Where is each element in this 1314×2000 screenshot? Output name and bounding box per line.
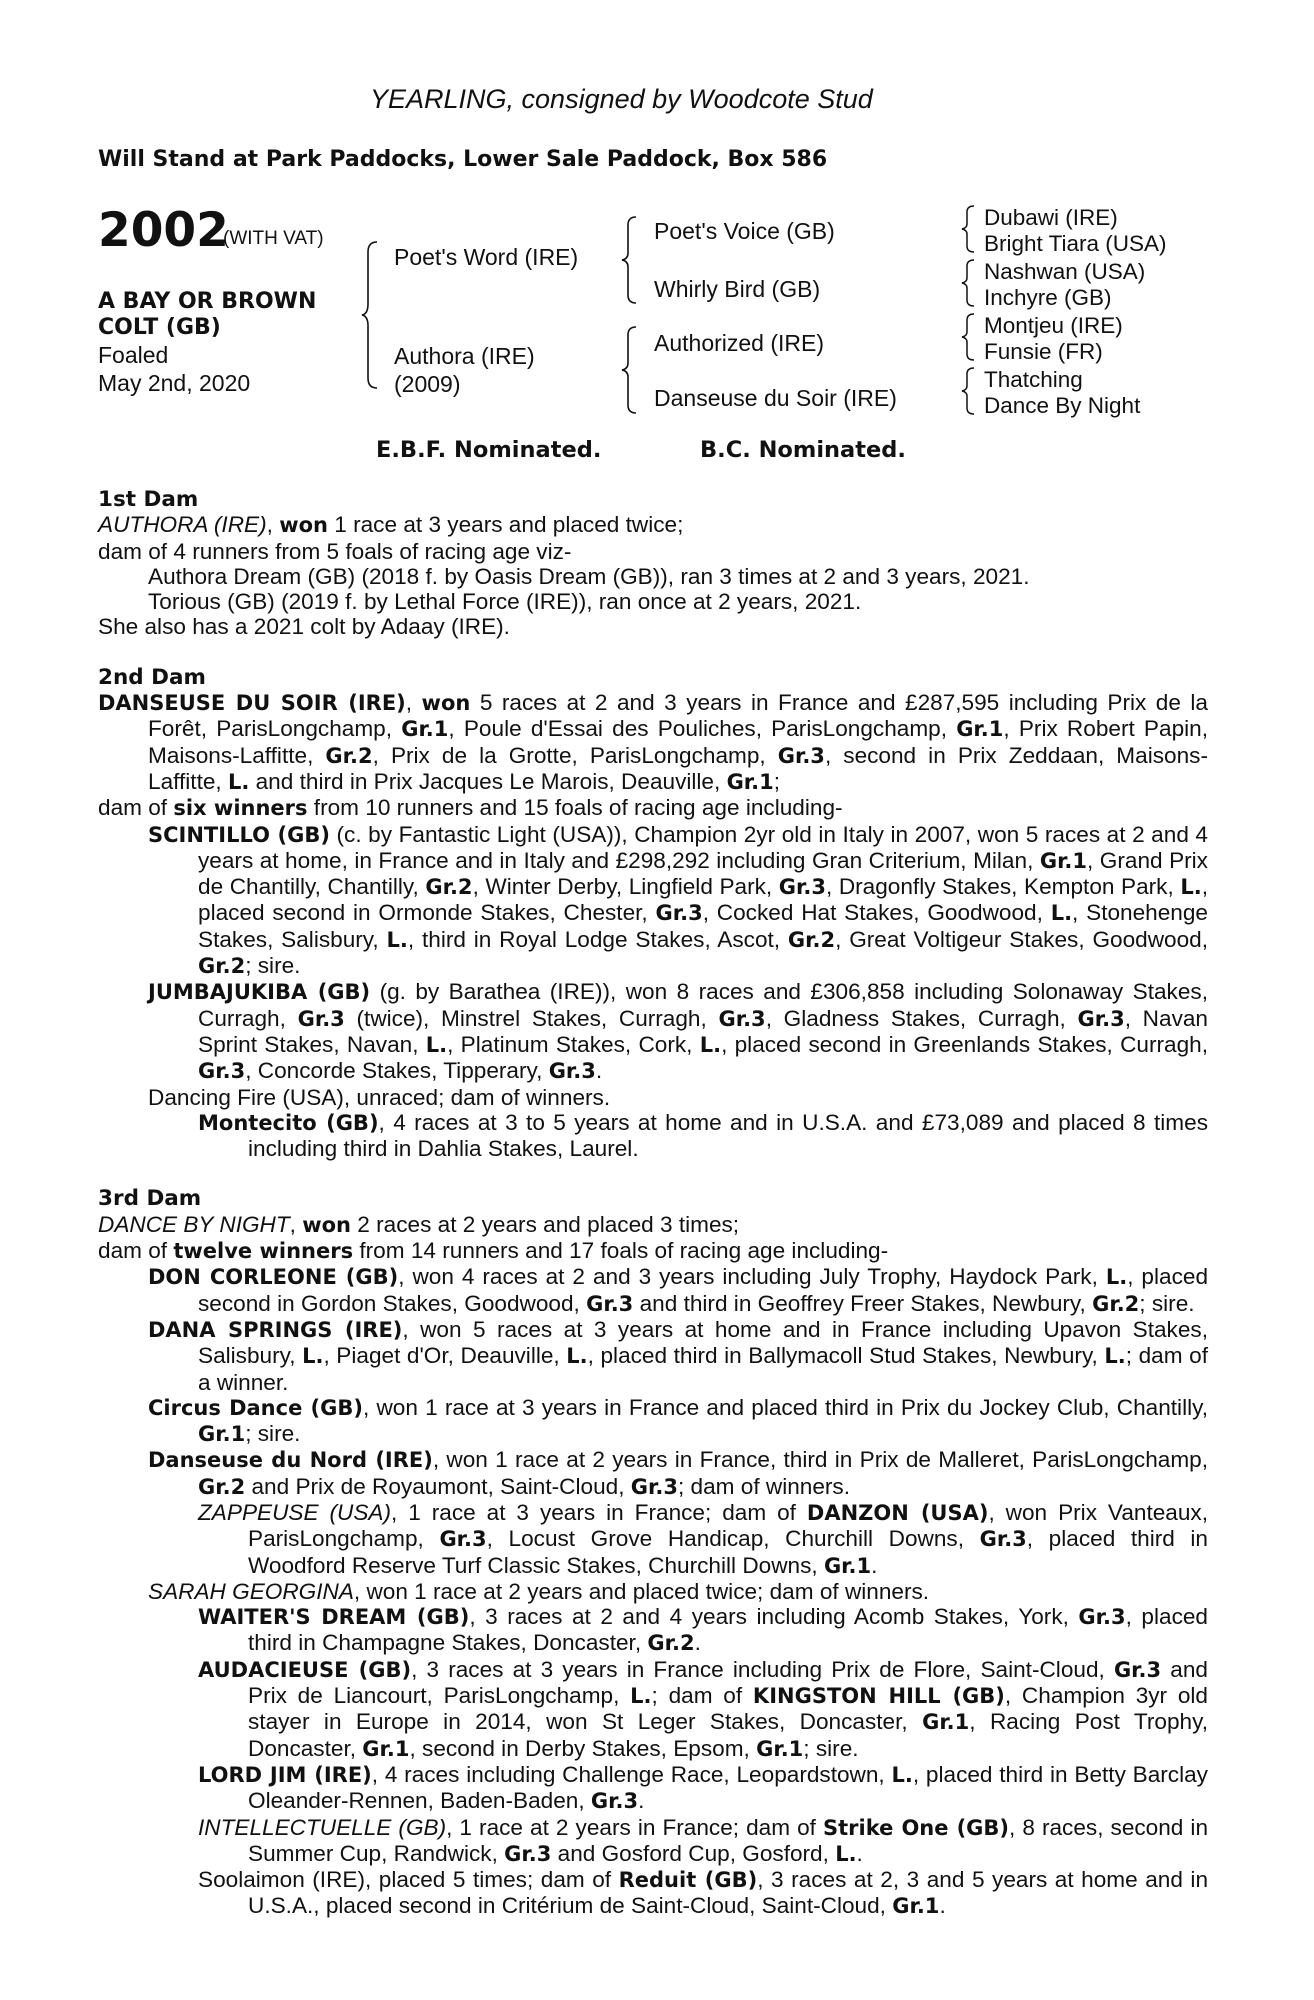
pedigree-g5: Montjeu (IRE) [984,313,1123,338]
danseuse-du-nord-record: Danseuse du Nord (IRE), won 1 race at 2 years in France, third in Prix de Malleret, ParisLongchamp, Gr.2 and Prix de Royaumont, Saint-Cloud, Gr.3; dam of winners. [148,1447,1208,1499]
ebf-nomination: E.B.F. Nominated. [376,437,602,463]
pedigree-brace-sire [620,215,638,305]
pedigree-dam: Authora (IRE) [394,343,535,369]
dam1-summary: 1 race at 3 years and placed twice; [327,512,684,538]
don-corleone-record: DON CORLEONE (GB), won 4 races at 2 and 3 years including July Trophy, Haydock Park, L., placed second in Gordon Stakes, Goodwood, Gr.3 and third in Geoffrey Freer Stakes, Newbury, Gr.2; sire. [148,1264,1209,1316]
intellectuelle-record: INTELLECTUELLE (GB), 1 race at 2 years in France; dam of Strike One (GB), 8 races, second in Summer Cup, Randwick, Gr.3 and Gosford Cup, Gosford, L.. [198,1814,1209,1866]
dam3-heading: 3rd Dam [98,1186,202,1212]
dam2-heading: 2nd Dam [98,664,206,690]
pedigree-sire-sire: Poet's Voice (GB) [654,218,835,244]
consignment-title: YEARLING, consigned by Woodcote Stud [370,84,873,114]
dam3-produce: dam of twelve winners from 14 runners and 17 foals of racing age including- [98,1238,889,1264]
dam1-foal2: Torious (GB) (2019 f. by Lethal Force (IRE)), ran once at 2 years, 2021. [148,589,862,615]
pedigree-brace-g3 [960,312,976,362]
foaled-date: May 2nd, 2020 [98,370,251,396]
pedigree-brace-g4 [960,366,976,416]
dam1-won: won [279,513,328,538]
scintillo-record: SCINTILLO (GB) (c. by Fantastic Light (USA)), Champion 2yr old in Italy in 2007, won 5 races at 2 and 4 years at home, in France and in Italy and £298,292 including Gran Criterium, Milan, Gr.1, Grand Prix de Chantilly, Chantilly, Gr.2, Winter Derby, Lingfield Park, Gr.3, Dragonfly Stakes, Kempton Park, L., placed second in Ormonde Stakes, Chester, Gr.3, Cocked Hat Stakes, Goodwood, L., Stonehenge Stakes, Salisbury, L., third in Royal Lodge Stakes, Ascot, Gr.2, Great Voltigeur Stakes, Goodwood, Gr.2; sire. [148,821,1209,979]
pedigree-g2: Bright Tiara (USA) [984,231,1167,256]
dam3-won: won [302,1212,352,1237]
lord-jim-record: LORD JIM (IRE), 4 races including Challenge Race, Leopardstown, L., placed third in Betty Barclay Oleander-Rennen, Baden-Baden, Gr.3. [198,1761,1208,1814]
stand-location: Will Stand at Park Paddocks, Lower Sale Paddock, Box 586 [98,147,828,172]
pedigree-brace-g1 [960,204,976,254]
pedigree-brace-g2 [960,258,976,308]
dam1-foal1: Authora Dream (GB) (2018 f. by Oasis Dream (GB)), ran 3 times at 2 and 3 years, 2021. [148,563,1030,589]
colt-description-line2: COLT (GB) [98,315,221,340]
jumbajukiba-record: JUMBAJUKIBA (GB) (g. by Barathea (IRE)), won 8 races and £306,858 including Solonaway Stakes, Curragh, Gr.3 (twice), Minstrel Stakes, Curragh, Gr.3, Gladness Stakes, Curragh, Gr.3, Navan Sprint Stakes, Navan, L., Platinum Stakes, Cork, L., placed second in Greenlands Stakes, Curragh, Gr.3, Concorde Stakes, Tipperary, Gr.3. [148,979,1209,1084]
audacieuse-record: AUDACIEUSE (GB), 3 races at 3 years in France including Prix de Flore, Saint-Cloud, Gr.3 and Prix de Liancourt, ParisLongchamp, L.; dam of KINGSTON HILL (GB), Champion 3yr old stayer in Europe in 2014, won St Leger Stakes, Doncaster, Gr.1, Racing Post Trophy, Doncaster, Gr.1, second in Derby Stakes, Epsom, Gr.1; sire. [198,1656,1208,1761]
pedigree-sire-dam: Whirly Bird (GB) [654,276,821,302]
pedigree-dam-dam: Danseuse du Soir (IRE) [654,385,897,411]
pedigree-sire: Poet's Word (IRE) [394,244,579,270]
dancing-fire-record: Dancing Fire (USA), unraced; dam of winners. [148,1084,611,1110]
dam1-produce: dam of 4 runners from 5 foals of racing age viz- [98,538,572,564]
waiters-dream-record: WAITER'S DREAM (GB), 3 races at 2 and 4 years including Acomb Stakes, York, Gr.3, placed third in Champagne Stakes, Doncaster, Gr.2. [198,1604,1208,1656]
pedigree-brace-dam [620,325,638,415]
bc-nomination: B.C. Nominated. [700,437,906,463]
colt-description-line1: A BAY OR BROWN [98,289,317,314]
dam3-summary: 2 races at 2 years and placed 3 times; [351,1211,740,1237]
montecito-record: Montecito (GB), 4 races at 3 to 5 years at home and in U.S.A. and £73,089 and placed 8 times including third in Dahlia Stakes, Laurel. [198,1109,1208,1162]
dam1-also: She also has a 2021 colt by Adaay (IRE). [98,614,510,640]
pedigree-brace-main [360,240,380,390]
pedigree-g1: Dubawi (IRE) [984,205,1118,230]
soolaimon-record: Soolaimon (IRE), placed 5 times; dam of Reduit (GB), 3 races at 2, 3 and 5 years at home and in U.S.A., placed second in Critérium de Saint-Cloud, Saint-Cloud, Gr.1. [198,1867,1209,1919]
circus-dance-record: Circus Dance (GB), won 1 race at 3 years in France and placed third in Prix du Jockey Club, Chantilly, Gr.1; sire. [148,1394,1209,1447]
zappeuse-record: ZAPPEUSE (USA), 1 race at 3 years in France; dam of DANZON (USA), won Prix Vanteaux, ParisLongchamp, Gr.3, Locust Grove Handicap, Churchill Downs, Gr.3, placed third in Woodford Reserve Turf Classic Stakes, Churchill Downs, Gr.1. [198,1499,1209,1578]
dam1-name: AUTHORA (IRE) [98,512,267,538]
pedigree-g7: Thatching [984,367,1083,392]
vat-note: (WITH VAT) [223,228,324,249]
dam3-name: DANCE BY NIGHT [98,1211,290,1237]
pedigree-dam-year: (2009) [394,371,461,397]
dam2-record: DANSEUSE DU SOIR (IRE), won 5 races at 2 and 3 years in France and £287,595 including Prix de la Forêt, ParisLongchamp, Gr.1, Poule d'Essai des Pouliches, ParisLongchamp, Gr.1, Prix Robert Papin, Maisons-Laffitte, Gr.2, Prix de la Grotte, ParisLongchamp, Gr.3, second in Prix Zeddaan, Maisons-Laffitte, L. and third in Prix Jacques Le Marois, Deauville, Gr.1; [98,690,1208,794]
dam1-heading: 1st Dam [98,487,199,512]
catalogue-body: 1st Dam AUTHORA (IRE), won 1 race at 3 years and placed twice; dam of 4 runners from 5 foals of racing age viz- Authora Dream (GB) (2018 f. by Oasis Dream (GB)), ran 3 times at 2 and 3 years, 2021. Torious (GB) (2019 f. by Lethal Force (IRE)), ran once at 2 years, 2021. She also has a 2021 colt by Adaay (IRE). 2nd Dam DANSEUSE DU SOIR (IRE), won 5 races at 2 and 3 years in France and £287,595 including Prix de la Forêt, ParisLongchamp, Gr.1, Poule d'Essai des Pouliches, ParisLongchamp, Gr.1, Prix Robert Papin, Maisons-Laffitte, Gr.2, Prix de la Grotte, ParisLongchamp, Gr.3, second in Prix Zeddaan, Maisons-Laffitte, L. and third in Prix Jacques Le Marois, Deauville, Gr.1; dam of six winners from 10 runners and 15 foals of racing age including- SCINTILLO (GB) (c. by Fantastic Light (USA)), Champion 2yr old in Italy in 2007, won 5 races at 2 and 4 years at home, in France and in Italy and £298,292 including Gran Criterium, Milan, Gr.1, Grand Prix de Chantilly, Chantilly, Gr.2, Winter Derby, Lingfield Park, Gr.3, Dragonfly Stakes, Kempton Park, L., placed second in Ormonde Stakes, Chester, Gr.3, Cocked Hat Stakes, Goodwood, L., Stonehenge Stakes, Salisbury, L., third in Royal Lodge Stakes, Ascot, Gr.2, Great Voltigeur Stakes, Goodwood, Gr.2; sire. JUMBAJUKIBA (GB) (g. by Barathea (IRE)), won 8 races and £306,858 including Solonaway Stakes, Curragh, Gr.3 (twice), Minstrel Stakes, Curragh, Gr.3, Gladness Stakes, Curragh, Gr.3, Navan Sprint Stakes, Navan, L., Platinum Stakes, Cork, L., placed second in Greenlands Stakes, Curragh, Gr.3, Concorde Stakes, Tipperary, Gr.3. Dancing Fire (USA), unraced; dam of winners. Montecito (GB), 4 races at 3 to 5 years at home and in U.S.A. and £73,089 and placed 8 times including third in Dahlia Stakes, Laurel. 3rd Dam DANCE BY NIGHT, won 2 races at 2 years and placed 3 times; dam of twelve winners from 14 runners and 17 foals of racing age including- DON CORLEONE (GB), won 4 races at 2 and 3 years including July Trophy, Haydock Park, L., placed second in Gordon Stakes, Goodwood, Gr.3 and third in Geoffrey Freer Stakes, Newbury, Gr.2; sire. DANA SPRINGS (IRE), won 5 races at 3 years at home and in France including Upavon Stakes, Salisbury, L., Piaget d'Or, Deauville, L., placed third in Ballymacoll Stud Stakes, Newbury, L.; dam of a winner. Circus Dance (GB), won 1 race at 3 years in France and placed third in Prix du Jockey Club, Chantilly, Gr.1; sire. Danseuse du Nord (IRE), won 1 race at 2 years in France, third in Prix de Malleret, ParisLongchamp, Gr.2 and Prix de Royaumont, Saint-Cloud, Gr.3; dam of winners. ZAPPEUSE (USA), 1 race at 3 years in France; dam of DANZON (USA), won Prix Vanteaux, ParisLongchamp, Gr.3, Locust Grove Handicap, Churchill Downs, Gr.3, placed third in Woodford Reserve Turf Classic Stakes, Churchill Downs, Gr.1. SARAH GEORGINA, won 1 race at 2 years and placed twice; dam of winners. WAITER'S DREAM (GB), 3 races at 2 and 4 years including Acomb Stakes, York, Gr.3, placed third in Champagne Stakes, Doncaster, Gr.2. AUDACIEUSE (GB), 3 races at 3 years in France including Prix de Flore, Saint-Cloud, Gr.3 and Prix de Liancourt, ParisLongchamp, L.; dam of KINGSTON HILL (GB), Champion 3yr old stayer in Europe in 2014, won St Leger Stakes, Doncaster, Gr.1, Racing Post Trophy, Doncaster, Gr.1, second in Derby Stakes, Epsom, Gr.1; sire. LORD JIM (IRE), 4 races including Challenge Race, Leopardstown, L., placed third in Betty Barclay Oleander-Rennen, Baden-Baden, Gr.3. INTELLECTUELLE (GB), 1 race at 2 years in France; dam of Strike One (GB), 8 races, second in Summer Cup, Randwick, Gr.3 and Gosford Cup, Gosford, L.. Soolaimon (IRE), placed 5 times; dam of Reduit (GB), 3 races at 2, 3 and 5 years at home and in U.S.A., placed second in Critérium de Saint-Cloud, Saint-Cloud, Gr.1. [98,487,1209,1919]
sarah-georgina-record: SARAH GEORGINA, won 1 race at 2 years and placed twice; dam of winners. [148,1578,930,1604]
pedigree-g4: Inchyre (GB) [984,285,1112,310]
pedigree-dam-sire: Authorized (IRE) [654,330,825,356]
dana-springs-record: DANA SPRINGS (IRE), won 5 races at 3 years at home and in France including Upavon Stakes, Salisbury, L., Piaget d'Or, Deauville, L., placed third in Ballymacoll Stud Stakes, Newbury, L.; dam of a winner. [148,1316,1208,1395]
lot-number: 2002 [98,203,229,258]
foaled-label: Foaled [98,342,169,368]
pedigree-g3: Nashwan (USA) [984,259,1146,284]
pedigree-g6: Funsie (FR) [984,339,1103,364]
dam2-produce: dam of six winners from 10 runners and 15 foals of racing age including- [98,795,843,821]
pedigree-g8: Dance By Night [984,393,1141,418]
